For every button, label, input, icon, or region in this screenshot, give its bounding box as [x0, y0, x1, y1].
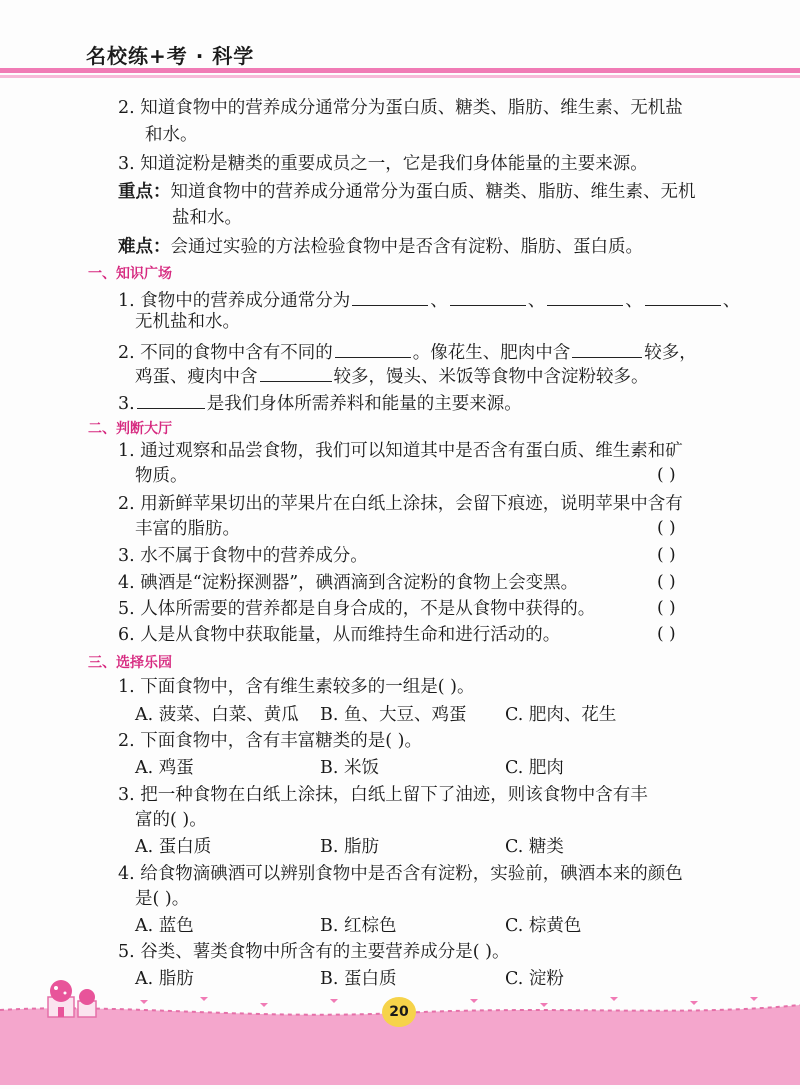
choice-3-question-line-2: 富的( )。 [135, 810, 207, 830]
fill-q2-text-a: 2. 不同的食物中含有不同的 [118, 343, 333, 363]
objective-2-line-1: 2. 知道食物中的营养成分通常分为蛋白质、糖类、脂肪、维生素、无机盐 [118, 98, 683, 118]
fill-question-2-line-2 [135, 363, 649, 388]
choice-option[interactable]: C. 淀粉 [505, 969, 564, 989]
section-title-judgement: 二、判断大厅 [88, 421, 172, 437]
choice-option[interactable]: C. 肥肉 [505, 758, 564, 778]
separator: 、 [527, 291, 546, 311]
difficulty-text: 会通过实验的方法检验食物中是否含有淀粉、脂肪、蛋白质。 [170, 237, 643, 257]
choice-3-question-line-1: 3. 把一种食物在白纸上涂抹，白纸上留下了油迹，则该食物中含有丰 [118, 785, 648, 805]
fill-question-2-line-1 [118, 339, 697, 364]
answer-blank[interactable] [547, 287, 623, 306]
judge-1-line-1: 1. 通过观察和品尝食物，我们可以知道其中是否含有蛋白质、维生素和矿 [118, 441, 683, 461]
header-rule-secondary [0, 75, 800, 78]
answer-parentheses[interactable]: ( ) [657, 572, 676, 592]
choice-5-question: 5. 谷类、薯类食物中所含有的主要营养成分是( )。 [118, 942, 510, 962]
choice-option[interactable]: C. 糖类 [505, 837, 564, 857]
separator: 、 [722, 291, 741, 311]
judge-3: 3. 水不属于食物中的营养成分。 [118, 546, 368, 566]
house-icon [48, 980, 96, 1017]
answer-parentheses[interactable]: ( ) [657, 545, 676, 565]
choice-option[interactable]: B. 脂肪 [320, 837, 379, 857]
choice-option[interactable]: C. 肥肉、花生 [505, 705, 617, 725]
separator: 、 [625, 291, 643, 311]
fill-q2-text-c: 较多， [644, 343, 697, 363]
key-point-text: 知道食物中的营养成分通常分为蛋白质、糖类、脂肪、维生素、无机 [170, 182, 696, 202]
choice-option[interactable]: A. 鸡蛋 [135, 758, 194, 778]
judge-1-line-2: 物质。 [135, 466, 188, 486]
page-number-badge: 20 [382, 997, 416, 1027]
answer-blank[interactable] [645, 287, 721, 306]
fill-q3-text: 是我们身体所需养料和能量的主要来源。 [206, 394, 522, 414]
fill-q3-number: 3. [118, 394, 135, 414]
answer-blank[interactable] [572, 339, 642, 358]
section-title-knowledge: 一、知识广场 [88, 266, 172, 282]
choice-option[interactable]: A. 蛋白质 [135, 837, 212, 857]
choice-option[interactable]: B. 蛋白质 [320, 969, 397, 989]
fill-q2-text-e: 较多，馒头、米饭等食物中含淀粉较多。 [333, 367, 649, 387]
choice-option[interactable]: A. 脂肪 [135, 969, 194, 989]
key-point-line-1 [118, 181, 696, 203]
answer-parentheses[interactable]: ( ) [657, 518, 676, 538]
page-footer [0, 975, 800, 1085]
judge-5: 5. 人体所需要的营养都是自身合成的，不是从食物中获得的。 [118, 599, 596, 619]
judge-6: 6. 人是从食物中获取能量，从而维持生命和进行活动的。 [118, 625, 561, 645]
fill-q2-text-d: 鸡蛋、瘦肉中含 [135, 367, 258, 387]
judge-4: 4. 碘酒是“淀粉探测器”，碘酒滴到含淀粉的食物上会变黑。 [118, 573, 579, 593]
choice-option[interactable]: A. 蓝色 [135, 916, 194, 936]
choice-4-question-line-1: 4. 给食物滴碘酒可以辨别食物中是否含有淀粉，实验前，碘酒本来的颜色 [118, 864, 683, 884]
objective-2-line-2: 和水。 [145, 125, 198, 145]
choice-4-question-line-2: 是( )。 [135, 889, 190, 909]
choice-option[interactable]: B. 鱼、大豆、鸡蛋 [320, 705, 467, 725]
answer-blank[interactable] [335, 339, 411, 358]
heart-sprinkles [140, 997, 758, 1007]
choice-option[interactable]: B. 红棕色 [320, 916, 397, 936]
difficulty-label: 难点： [118, 237, 171, 257]
fill-question-3 [118, 390, 522, 415]
fill-question-1-line-2: 无机盐和水。 [135, 312, 240, 332]
fill-question-1-line-1 [118, 287, 740, 312]
objective-3: 3. 知道淀粉是糖类的重要成员之一，它是我们身体能量的主要来源。 [118, 154, 648, 174]
choice-1-question: 1. 下面食物中，含有维生素较多的一组是( )。 [118, 677, 475, 697]
judge-2-line-1: 2. 用新鲜苹果切出的苹果片在白纸上涂抹，会留下痕迹，说明苹果中含有 [118, 494, 683, 514]
answer-parentheses[interactable]: ( ) [657, 624, 676, 644]
answer-blank[interactable] [352, 287, 428, 306]
fill-q1-text: 1. 食物中的营养成分通常分为 [118, 291, 351, 311]
answer-blank[interactable] [260, 363, 332, 382]
judge-2-line-2: 丰富的脂肪。 [135, 519, 240, 539]
book-title: 名校练+考 · 科学 [86, 44, 255, 68]
header-rule [0, 68, 800, 73]
answer-blank[interactable] [137, 390, 205, 409]
footer-decoration [0, 975, 800, 1085]
answer-parentheses[interactable]: ( ) [657, 598, 676, 618]
section-title-choice: 三、选择乐园 [88, 655, 172, 671]
fill-q2-text-b: 。像花生、肥肉中含 [412, 343, 571, 363]
choice-option[interactable]: C. 棕黄色 [505, 916, 582, 936]
choice-option[interactable]: A. 菠菜、白菜、黄瓜 [135, 705, 299, 725]
key-point-line-2: 盐和水。 [172, 208, 242, 228]
answer-blank[interactable] [450, 287, 526, 306]
page-header [0, 0, 800, 80]
answer-parentheses[interactable]: ( ) [657, 465, 676, 485]
difficulty-line [118, 236, 643, 258]
separator: 、 [430, 291, 448, 311]
choice-option[interactable]: B. 米饭 [320, 758, 379, 778]
choice-2-question: 2. 下面食物中，含有丰富糖类的是( )。 [118, 731, 422, 751]
key-point-label: 重点： [118, 182, 171, 202]
